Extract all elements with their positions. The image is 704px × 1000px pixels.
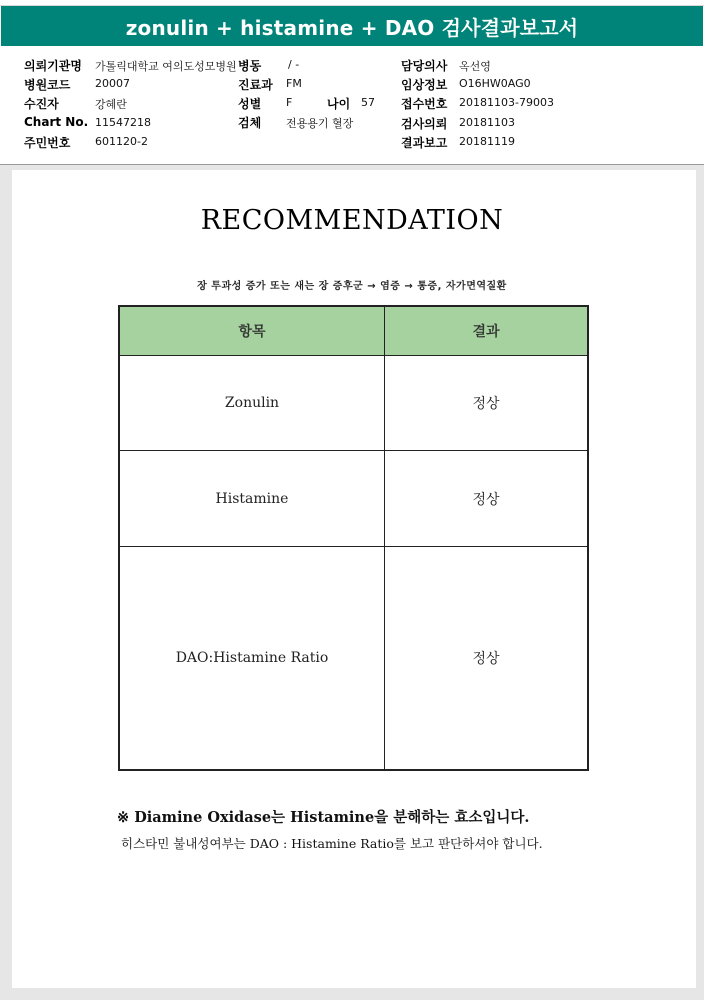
hospital-code-value: 20007: [95, 77, 130, 90]
department-label: 진료과: [238, 78, 273, 92]
ward-label: 병동: [238, 59, 262, 73]
report-date-label: 결과보고: [401, 136, 448, 150]
patient-info-panel: [0, 52, 704, 162]
recommendation-heading: RECOMMENDATION: [200, 205, 504, 236]
clinical-info-value: O16HW0AG0: [459, 77, 531, 90]
table-row: [119, 547, 588, 770]
age-value: 57: [361, 96, 375, 109]
receipt-no-value: 20181103-79003: [459, 96, 554, 109]
hospital-code-label: 병원코드: [24, 78, 71, 92]
results-table: [118, 305, 589, 771]
specimen-value: 전용용기 혈장: [286, 117, 354, 130]
doctor-value: 옥선영: [459, 60, 491, 73]
patient-label: 수진자: [24, 97, 59, 111]
report-title: zonulin + histamine + DAO 검사결과보고서: [125, 15, 579, 40]
row-result-zonulin: 정상: [385, 356, 589, 451]
request-date-value: 20181103: [459, 116, 515, 129]
clinical-info-label: 임상정보: [401, 78, 448, 92]
request-date-label: 검사의뢰: [401, 117, 448, 131]
specimen-label: 검체: [238, 116, 262, 130]
intolerance-note: 히스타민 불내성여부는 DAO : Histamine Ratio를 보고 판단하셔야 합니다.: [121, 836, 543, 851]
doctor-label: 담당의사: [401, 59, 448, 73]
table-row: [119, 451, 588, 547]
row-item-zonulin: Zonulin: [119, 356, 385, 451]
report-title-bar: [1, 6, 703, 46]
resident-id-label: 주민번호: [24, 136, 71, 150]
institution-value: 가톨릭대학교 여의도성모병원: [95, 60, 237, 73]
row-result-histamine: 정상: [385, 451, 589, 547]
table-row: [119, 356, 588, 451]
institution-label: 의뢰기관명: [24, 59, 82, 73]
column-header-result: 결과: [385, 306, 589, 356]
sex-value: F: [286, 96, 293, 109]
row-item-histamine: Histamine: [119, 451, 385, 547]
age-label: 나이: [327, 97, 351, 111]
sex-label: 성별: [238, 97, 262, 111]
patient-value: 강혜란: [95, 98, 127, 111]
receipt-no-label: 접수번호: [401, 97, 448, 111]
column-header-item: 항목: [119, 306, 385, 356]
resident-id-value: 601120-2: [95, 135, 148, 148]
department-value: FM: [286, 77, 302, 90]
row-result-dao-ratio: 정상: [385, 547, 589, 770]
chart-no-value: 11547218: [95, 116, 151, 129]
row-item-dao-ratio: DAO:Histamine Ratio: [119, 547, 385, 770]
report-date-value: 20181119: [459, 135, 515, 148]
dao-note: ※ Diamine Oxidase는 Histamine을 분해하는 효소입니다.: [117, 809, 530, 826]
chart-no-label: Chart No.: [24, 115, 89, 129]
results-header-row: [119, 306, 588, 356]
ward-value: / -: [288, 58, 300, 71]
recommendation-subtitle: 장 투과성 증가 또는 새는 장 증후군 → 염증 → 통증, 자가면역질환: [197, 281, 507, 292]
